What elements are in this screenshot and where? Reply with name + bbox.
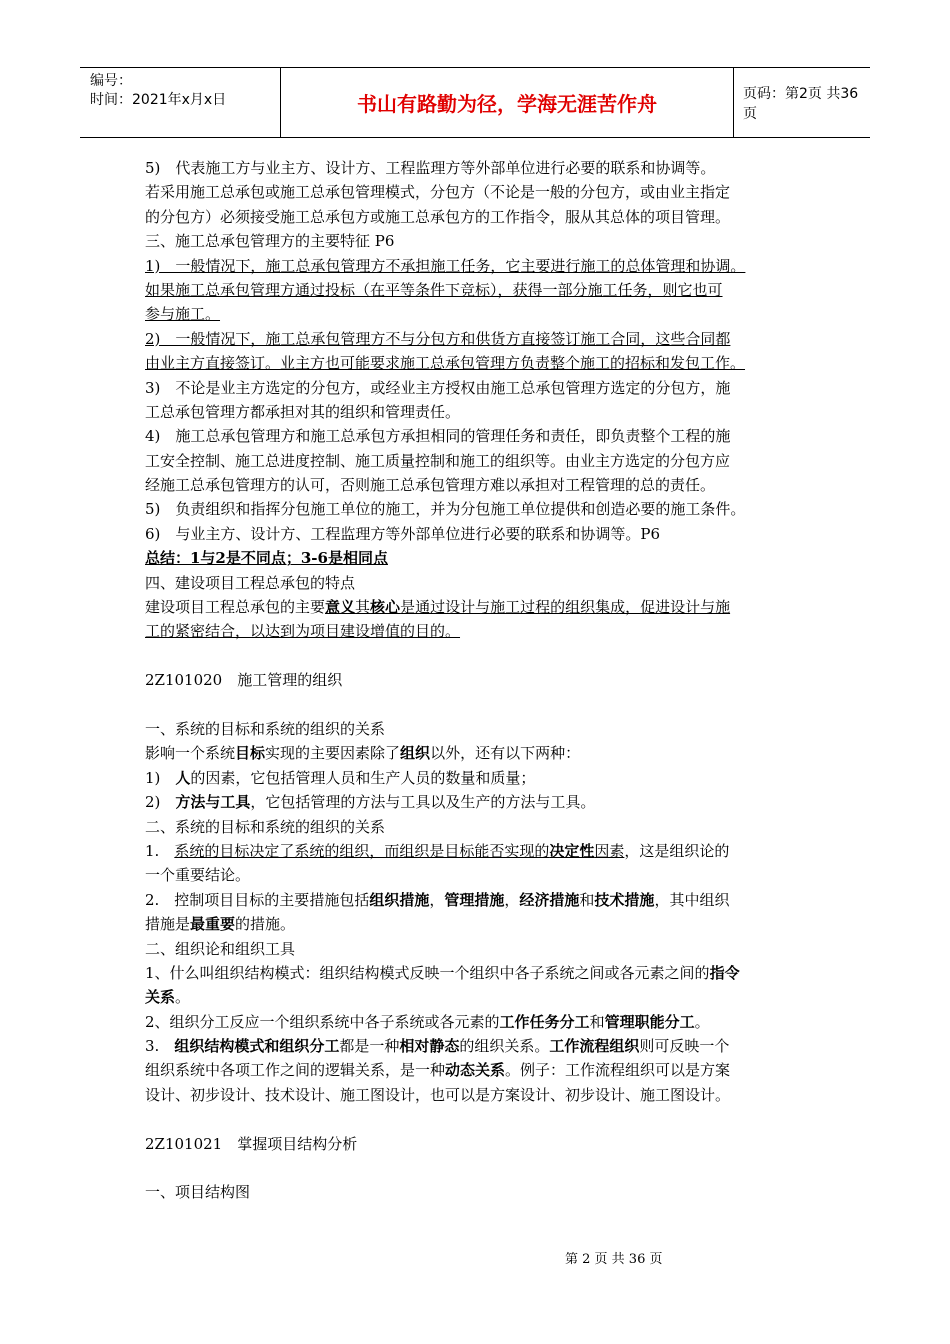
text-span: 建设项目工程总承包的主要 <box>145 598 326 617</box>
text-span: 组织系统中各项工作之间的逻辑关系，是一种 <box>145 1061 446 1080</box>
text-line: 6) 与业主方、设计方、工程监理方等外部单位进行必要的联系和协调等。P6 <box>145 524 661 543</box>
text-line: 2) 一般情况下，施工总承包管理方不与分包方和供货方直接签订施工合同，这些合同都 <box>145 329 731 348</box>
text-span: 。例子：工作流程组织可以是方案 <box>505 1061 731 1080</box>
emphasis-span: 指令 <box>709 963 740 982</box>
section-heading: 三、施工总承包管理方的主要特征 P6 <box>145 232 395 251</box>
chapter-heading: 2Z101021 掌握项目结构分析 <box>145 1134 358 1153</box>
emphasis-span: 工作任务分工 <box>499 1012 590 1031</box>
emphasis-span: 关系 <box>145 988 176 1007</box>
page-header <box>80 67 870 138</box>
text-span: ， <box>429 890 445 909</box>
section-heading: 二、系统的目标和系统的组织的关系 <box>145 817 386 836</box>
text-line <box>145 1034 815 1058</box>
text-span: 的组织关系。 <box>459 1037 550 1056</box>
text-line <box>145 888 815 912</box>
emphasis-span: 决定性 <box>549 841 595 860</box>
text-span: ， <box>504 890 520 909</box>
emphasis-span: 最重要 <box>190 915 236 934</box>
emphasis-span: 经济措施 <box>519 890 580 909</box>
text-span: 2. 控制项目目标的主要措施包括 <box>145 890 370 909</box>
text-line: 工的紧密结合，以达到为项目建设增值的目的。 <box>145 622 461 641</box>
text-line: 的分包方）必须接受施工总承包方或施工总承包方的工作指令，服从其总体的项目管理。 <box>145 207 731 226</box>
emphasis-span: 核心 <box>370 598 401 617</box>
summary-line: 总结：1与2是不同点；3-6是相同点 <box>145 549 388 568</box>
text-span: 则可反映一个 <box>639 1037 730 1056</box>
text-line: 设计、初步设计、技术设计、施工图设计，也可以是方案设计、初步设计、施工图设计。 <box>145 1085 731 1104</box>
text-span: ，其中组织 <box>654 890 730 909</box>
text-span: 实现的主要因素除了 <box>265 744 401 763</box>
text-span: ，它包括管理的方法与工具以及生产的方法与工具。 <box>250 793 596 812</box>
doc-number: 编号： <box>90 73 132 89</box>
text-span: 1、什么叫组织结构模式：组织结构模式反映一个组织中各子系统之间或各元素之间的 <box>145 963 710 982</box>
text-span: 其 <box>355 598 371 617</box>
header-meta <box>80 68 281 137</box>
text-line: 5) 负责组织和指挥分包施工单位的施工，并为分包施工单位提供和创造必要的施工条件。 <box>145 500 746 519</box>
text-span: 。 <box>694 1012 710 1031</box>
text-line <box>145 766 815 790</box>
text-span: 和 <box>579 890 595 909</box>
emphasis-span: 相对静态 <box>399 1037 460 1056</box>
section-heading: 四、建设项目工程总承包的特点 <box>145 573 356 592</box>
header-motto: 书山有路勤为径，学海无涯苦作舟 <box>281 68 734 137</box>
text-span: ，这是组织论的 <box>624 841 730 860</box>
doc-date: 时间：2021年x月x日 <box>90 92 227 108</box>
emphasis-span: 组织措施 <box>369 890 430 909</box>
text-line <box>145 839 815 863</box>
emphasis-span: 人 <box>175 768 191 787</box>
text-span: 都是一种 <box>339 1037 400 1056</box>
text-line <box>145 1058 815 1082</box>
text-line <box>145 595 815 619</box>
section-heading: 一、系统的目标和系统的组织的关系 <box>145 719 386 738</box>
text-span: 。 <box>175 988 191 1007</box>
text-line: 1) 一般情况下，施工总承包管理方不承担施工任务，它主要进行施工的总体管理和协调。 <box>145 256 746 275</box>
text-line: 经施工总承包管理方的认可，否则施工总承包管理方难以承担对工程管理的总的责任。 <box>145 476 716 495</box>
text-line: 工总承包管理方都承担对其的组织和管理责任。 <box>145 402 461 421</box>
emphasis-span: 组织 <box>400 744 431 763</box>
emphasis-span: 目标 <box>235 744 266 763</box>
text-line <box>145 741 815 765</box>
text-line: 工安全控制、施工总进度控制、施工质量控制和施工的组织等。由业主方选定的分包方应 <box>145 451 731 470</box>
emphasis-span: 管理职能分工 <box>604 1012 695 1031</box>
emphasis-span: 技术措施 <box>594 890 655 909</box>
text-line: 4) 施工总承包管理方和施工总承包方承担相同的管理任务和责任，即负责整个工程的施 <box>145 427 731 446</box>
page-footer: 第 2 页 共 36 页 <box>565 1252 663 1267</box>
text-line: 若采用施工总承包或施工总承包管理模式，分包方（不论是一般的分包方，或由业主指定 <box>145 183 731 202</box>
text-line: 3) 不论是业主方选定的分包方，或经业主方授权由施工总承包管理方选定的分包方，施 <box>145 378 731 397</box>
text-span: 影响一个系统 <box>145 744 236 763</box>
text-line <box>145 912 815 936</box>
text-line <box>145 1010 815 1034</box>
chapter-heading: 2Z101020 施工管理的组织 <box>145 671 343 690</box>
text-line <box>145 985 815 1009</box>
text-span: 措施是 <box>145 915 191 934</box>
text-span: 和 <box>589 1012 605 1031</box>
emphasis-span: 动态关系 <box>445 1061 506 1080</box>
text-span: 3. <box>145 1037 175 1056</box>
text-span: 2、组织分工反应一个组织系统中各子系统或各元素的 <box>145 1012 500 1031</box>
emphasis-span: 方法与工具 <box>175 793 251 812</box>
emphasis-span: 管理措施 <box>444 890 505 909</box>
text-line: 由业主方直接签订。业主方也可能要求施工总承包管理方负责整个施工的招标和发包工作。 <box>145 354 746 373</box>
section-heading: 一、项目结构图 <box>145 1183 251 1202</box>
document-body <box>145 156 815 1205</box>
text-span: 因素 <box>594 841 625 860</box>
emphasis-span: 工作流程组织 <box>549 1037 640 1056</box>
text-line: 如果施工总承包管理方通过投标（在平等条件下竞标），获得一部分施工任务，则它也可 <box>145 280 723 299</box>
text-line <box>145 790 815 814</box>
text-span: 是通过设计与施工过程的组织集成，促进设计与施 <box>400 598 731 617</box>
text-line: 5) 代表施工方与业主方、设计方、工程监理方等外部单位进行必要的联系和协调等。 <box>145 159 716 177</box>
text-span: 以外，还有以下两种： <box>430 744 581 763</box>
text-span: 1) <box>145 768 176 787</box>
emphasis-span: 组织结构模式和组织分工 <box>174 1037 340 1056</box>
text-line <box>145 961 815 985</box>
text-span: 系统的目标决定了系统的组织，而组织是目标能否实现的 <box>174 841 550 860</box>
text-span: 的措施。 <box>235 915 296 934</box>
text-line: 一个重要结论。 <box>145 866 251 885</box>
text-span: 的因素，它包括管理人员和生产人员的数量和质量； <box>190 768 536 787</box>
header-page-info: 页码：第2页 共36页 <box>743 85 859 122</box>
text-span: 1. <box>145 841 175 860</box>
text-line: 参与施工。 <box>145 305 221 324</box>
section-heading: 二、组织论和组织工具 <box>145 939 296 958</box>
text-span: 2) <box>145 793 176 812</box>
emphasis-span: 意义 <box>325 598 356 617</box>
